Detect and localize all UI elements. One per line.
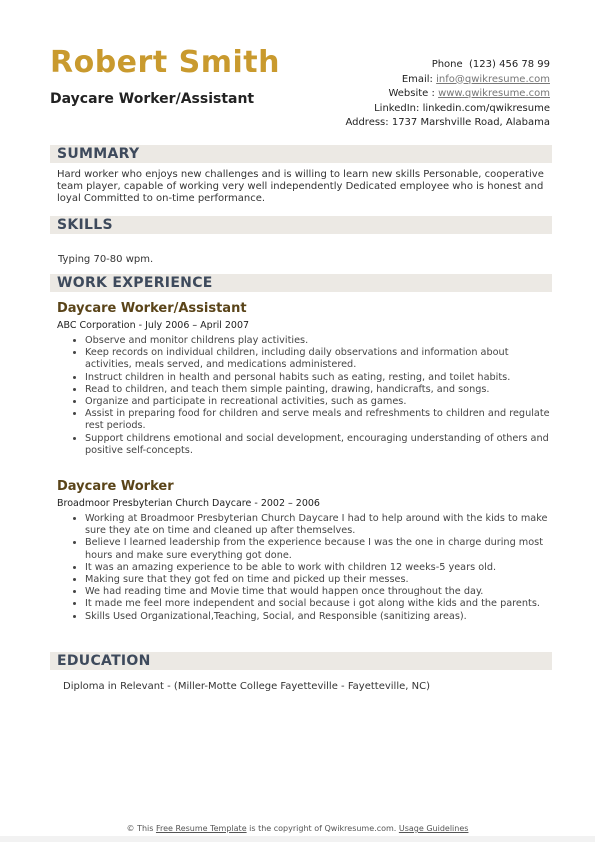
footer: © This Free Resume Template is the copyright of Qwikresume.com. Usage Guidelines — [126, 824, 469, 833]
list-item: • Skills Used Organizational,Teaching, Social, and Responsible (sanitizing areas). — [85, 611, 552, 623]
job-entry — [50, 479, 552, 623]
contact-block — [345, 58, 550, 131]
list-item: • Keep records on individual children, including daily observations and information about activities, meals served, and medications administered. — [85, 347, 552, 371]
job-bullets — [57, 513, 552, 623]
contact-website: Website : www.qwikresume.com — [388, 88, 550, 100]
summary-heading: SUMMARY — [50, 145, 552, 163]
contact-address: Address: 1737 Marshville Road, Alabama — [345, 117, 550, 129]
education-section — [50, 652, 552, 693]
candidate-name: Robert Smith — [50, 45, 280, 80]
summary-text: Hard worker who enjoys new challenges and is willing to learn new skills Personable, cooperative team player, capable of working very well independently Dedicated employee who is honest and loyal Committed to on-time performance. — [57, 169, 544, 204]
job-entry — [50, 301, 552, 457]
list-item: • Organize and participate in recreational activities, such as games. — [85, 396, 552, 408]
list-item: • It was an amazing experience to be able to work with children 12 weeks-5 years old. — [85, 562, 552, 574]
experience-heading: WORK EXPERIENCE — [50, 274, 552, 292]
job-title: Daycare Worker — [57, 479, 174, 495]
candidate-title: Daycare Worker/Assistant — [50, 91, 255, 107]
skills-text: Typing 70-80 wpm. — [58, 254, 154, 265]
skills-heading: SKILLS — [50, 216, 552, 234]
list-item: • We had reading time and Movie time that would happen once throughout the day. — [85, 586, 552, 598]
list-item: • Instruct children in health and personal habits such as eating, resting, and toilet habits. — [85, 372, 552, 384]
education-text: Diploma in Relevant - (Miller-Motte College Fayetteville - Fayetteville, NC) — [63, 681, 430, 692]
list-item: • Working at Broadmoor Presbyterian Church Daycare I had to help around with the kids to make sure they ate on time and cleaned up after themselves. — [85, 513, 552, 537]
experience-section — [50, 274, 552, 623]
list-item: • Assist in preparing food for children and serve meals and refreshments to children and regulate rest periods. — [85, 408, 552, 432]
list-item: • It made me feel more independent and social because i got along withe kids and the parents. — [85, 598, 552, 610]
job-company-dates: Broadmoor Presbyterian Church Daycare - 2002 – 2006 — [57, 498, 320, 510]
job-bullets — [57, 335, 552, 457]
list-item: • Read to children, and teach them simple painting, drawing, handicrafts, and songs. — [85, 384, 552, 396]
skills-section — [50, 216, 552, 266]
contact-phone: Phone (123) 456 78 99 — [431, 59, 550, 70]
website-link[interactable]: www.qwikresume.com — [438, 88, 550, 100]
contact-email: Email: info@qwikresume.com — [401, 73, 550, 85]
bottom-divider — [0, 836, 595, 842]
free-resume-template-link[interactable]: Free Resume Template — [155, 824, 247, 833]
summary-section — [50, 145, 552, 205]
list-item: • Support childrens emotional and social development, encouraging understanding of others and positive self-concepts. — [85, 433, 552, 457]
usage-guidelines-link[interactable]: Usage Guidelines — [398, 824, 469, 833]
list-item: • Making sure that they got fed on time and picked up their messes. — [85, 574, 552, 586]
education-heading: EDUCATION — [50, 652, 552, 670]
email-link[interactable]: info@qwikresume.com — [436, 73, 550, 85]
job-company-dates: ABC Corporation - July 2006 – April 2007 — [57, 320, 250, 331]
list-item: • Believe I learned leadership from the experience because I was the one in charge during most hours and make sure everything got done. — [85, 537, 552, 561]
contact-linkedin: LinkedIn: linkedin.com/qwikresume — [374, 102, 550, 114]
job-title: Daycare Worker/Assistant — [57, 301, 247, 316]
list-item: • Observe and monitor childrens play activities. — [85, 335, 552, 347]
